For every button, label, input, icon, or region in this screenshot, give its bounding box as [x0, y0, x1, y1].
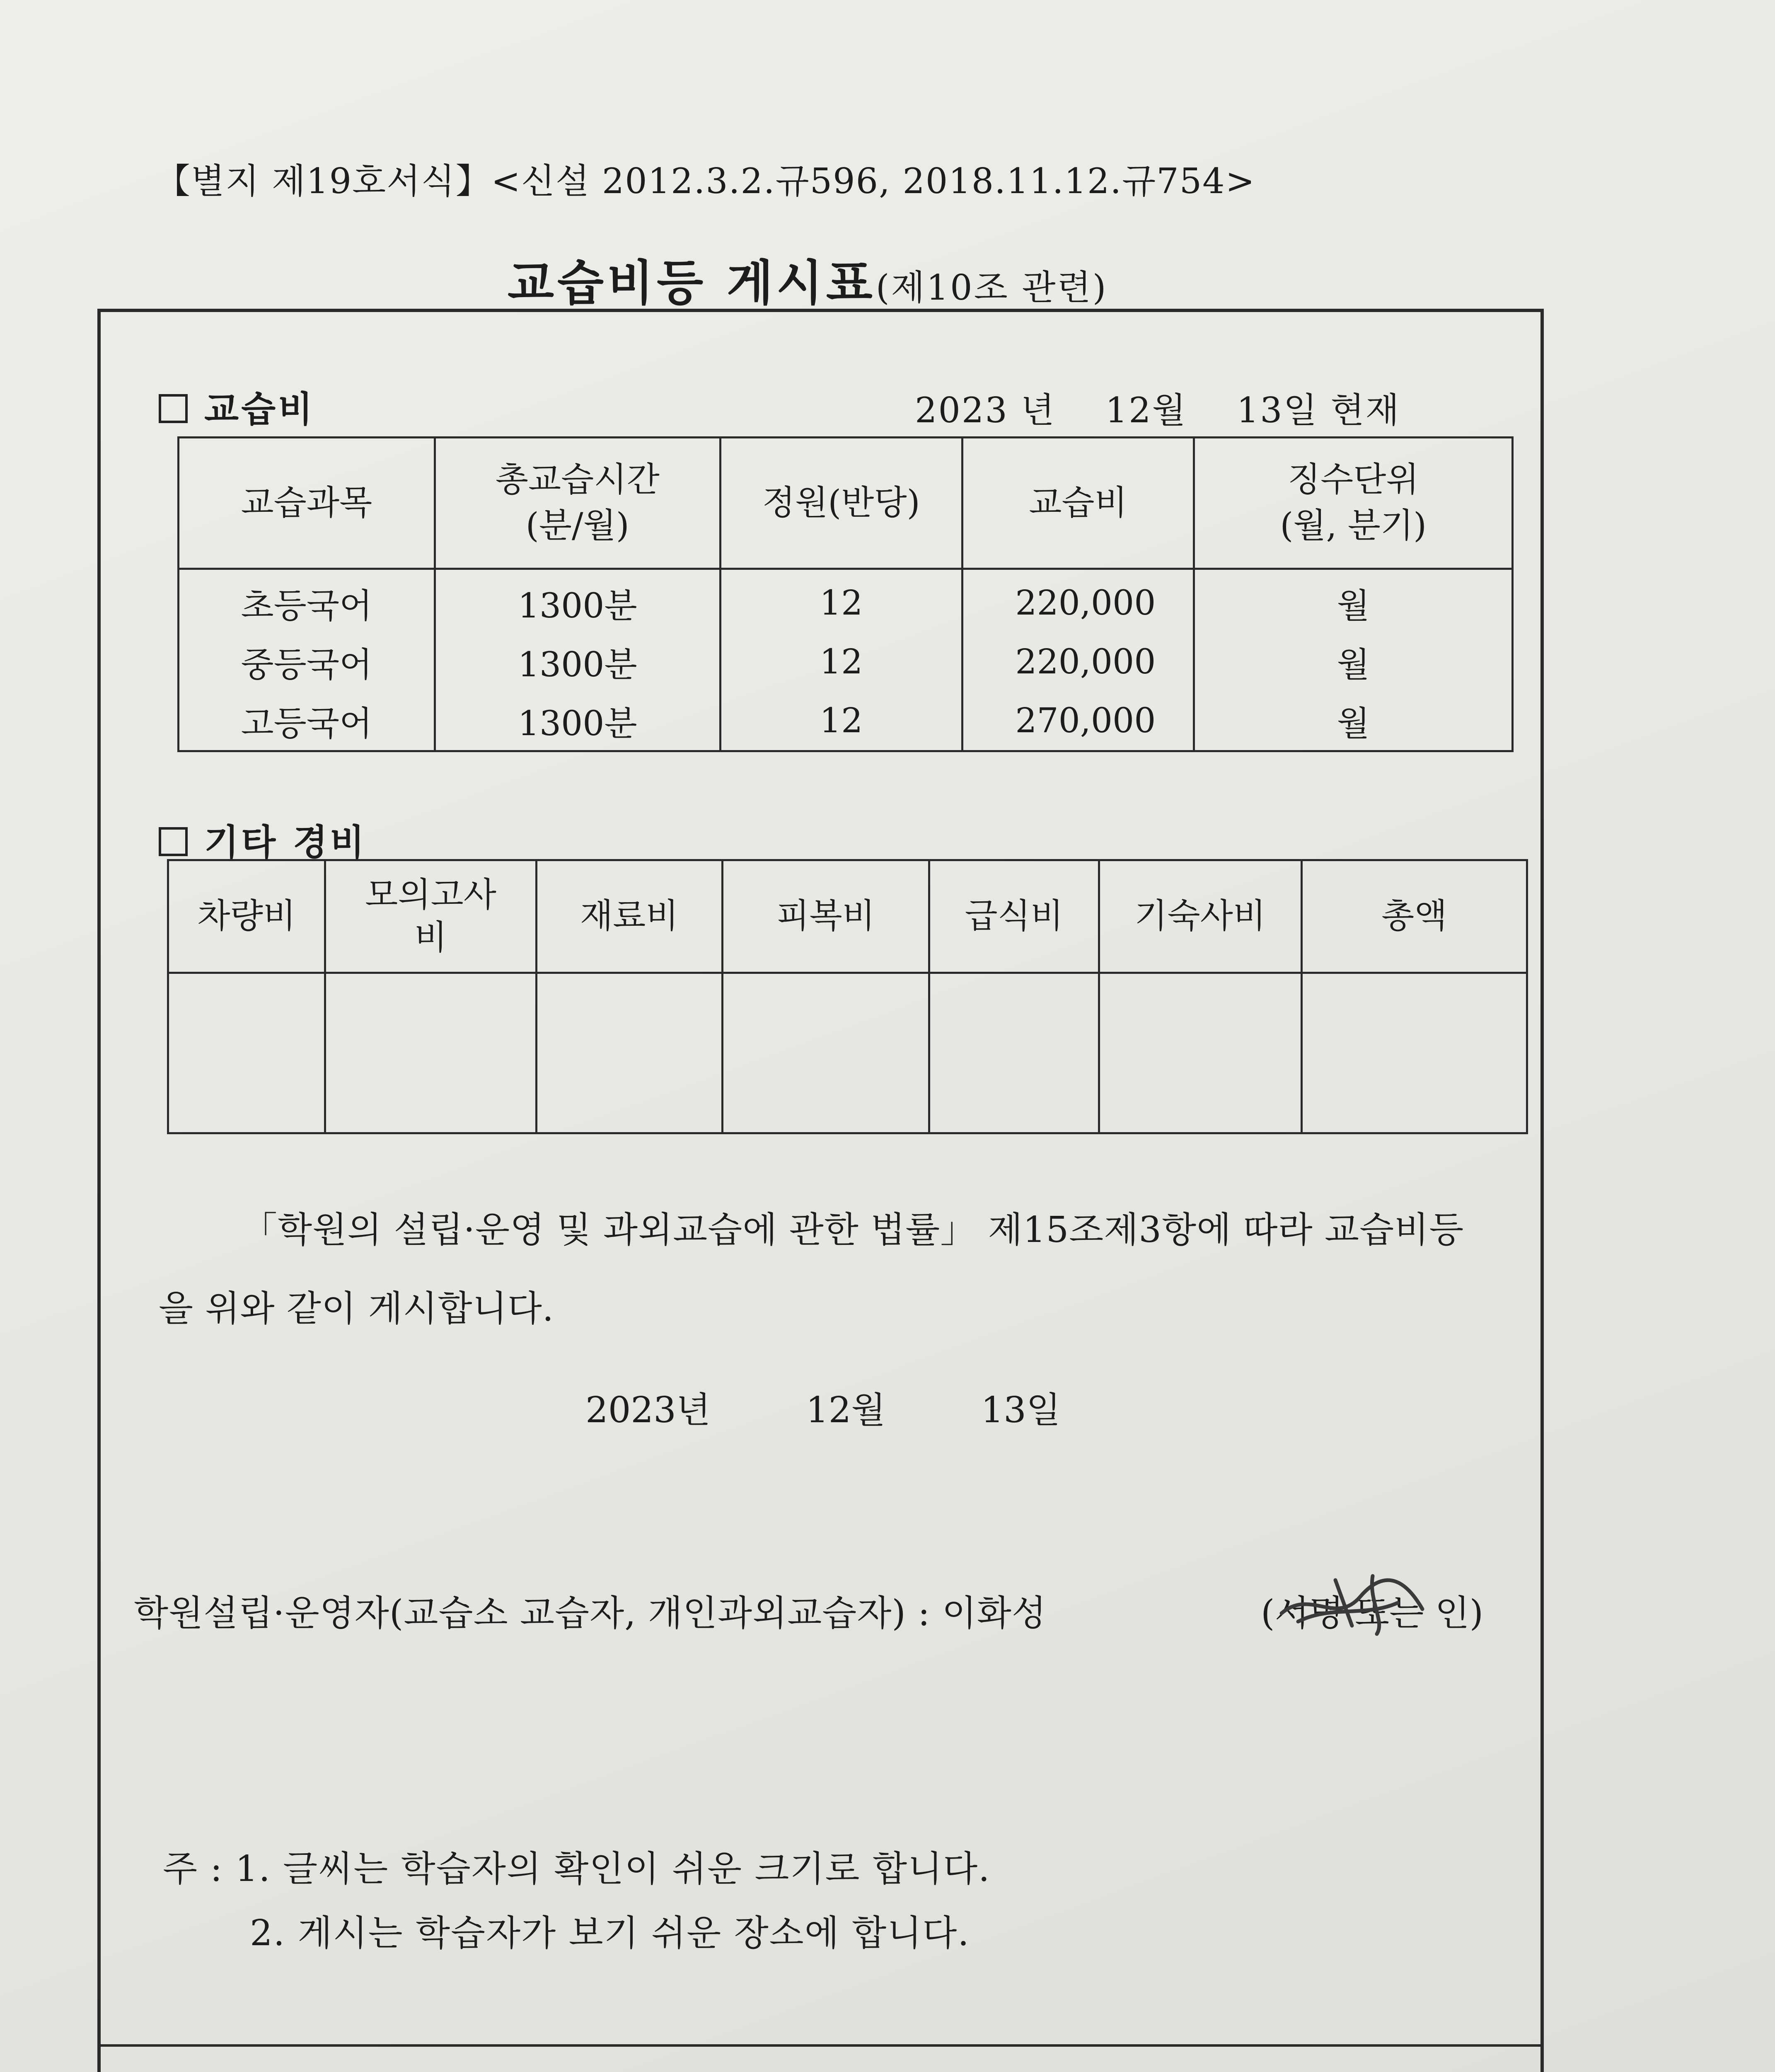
title-sub: (제10조 관련) [875, 267, 1108, 308]
table-cell [1301, 973, 1527, 1133]
table-cell: 12 [720, 632, 962, 691]
table-cell [536, 973, 722, 1133]
table-cell [325, 973, 536, 1133]
column-header: 교습비 [962, 438, 1194, 569]
tuition-section-label: 교습비 [159, 380, 315, 432]
table-row [179, 632, 1513, 691]
column-header: 총교습시간 (분/월) [435, 438, 720, 569]
checkbox-square-icon [159, 827, 188, 856]
column-header: 피복비 [722, 860, 929, 973]
table-cell: 1300분 [435, 632, 720, 691]
table-cell: 1300분 [435, 569, 720, 633]
table-cell: 12 [720, 569, 962, 633]
form-reference: 【별지 제19호서식】<신설 2012.3.2.규596, 2018.11.12.규754> [155, 161, 1255, 201]
handwritten-signature [1273, 1564, 1447, 1646]
tuition-table [177, 436, 1514, 752]
column-header: 기숙사비 [1099, 860, 1301, 973]
table-row [168, 973, 1527, 1133]
column-header: 모의고사 비 [325, 860, 536, 973]
table-cell: 초등국어 [179, 569, 435, 633]
table-row [179, 569, 1513, 633]
column-header: 급식비 [929, 860, 1099, 973]
date-day: 13일 [981, 1389, 1061, 1431]
table-cell [722, 973, 929, 1133]
column-header: 재료비 [536, 860, 722, 973]
table-cell: 1300분 [435, 691, 720, 751]
table-cell [1099, 973, 1301, 1133]
column-header: 징수단위 (월, 분기) [1194, 438, 1513, 569]
footnotes [163, 1837, 991, 1965]
form-frame [97, 309, 1544, 2072]
other-expenses-table [167, 859, 1528, 1134]
table-cell: 월 [1194, 632, 1513, 691]
title-main: 교습비등 게시표 [508, 255, 876, 311]
signature-label: (서명 또는 인) [1261, 1593, 1484, 1634]
table-cell [168, 973, 325, 1133]
column-header: 총액 [1301, 860, 1527, 973]
as-of-date [915, 382, 1400, 433]
as-of-year: 2023 년 [915, 390, 1056, 431]
as-of-month: 12월 [1105, 390, 1187, 431]
footnote-2: 2. 게시는 학습자가 보기 쉬운 장소에 합니다. [250, 1912, 970, 1954]
table-row [179, 691, 1513, 751]
divider [101, 2044, 1540, 2047]
as-of-day: 13일 현재 [1236, 390, 1400, 431]
checkbox-square-icon [159, 394, 188, 423]
statement-text: 「학원의 설립·운영 및 과외교습에 관한 법률」 제15조제3항에 따라 교습비등을 위와 같이 게시합니다. [159, 1209, 1464, 1329]
table-cell: 220,000 [962, 569, 1194, 633]
table-cell: 고등국어 [179, 691, 435, 751]
table-cell [929, 973, 1099, 1133]
table-cell: 월 [1194, 569, 1513, 633]
operator-label: 학원설립·운영자(교습소 교습자, 개인과외교습자) : [134, 1593, 931, 1634]
table-cell: 12 [720, 691, 962, 751]
table-cell: 270,000 [962, 691, 1194, 751]
table-header-row [168, 860, 1527, 973]
table-cell: 중등국어 [179, 632, 435, 691]
date-year: 2023년 [585, 1389, 711, 1431]
operator-line [134, 1584, 1047, 1636]
column-header: 교습과목 [179, 438, 435, 569]
table-header-row [179, 438, 1513, 569]
column-header: 정원(반당) [720, 438, 962, 569]
operator-name: 이화성 [942, 1593, 1047, 1634]
table-cell: 220,000 [962, 632, 1194, 691]
other-expenses-section-label: 기타 경비 [159, 813, 367, 865]
date-month: 12월 [805, 1389, 886, 1431]
table-cell: 월 [1194, 691, 1513, 751]
posting-date [585, 1381, 1061, 1433]
footnote-1: 주 : 1. 글씨는 학습자의 확인이 쉬운 크기로 합니다. [163, 1848, 991, 1890]
column-header: 차량비 [168, 860, 325, 973]
page-title [508, 244, 1108, 314]
